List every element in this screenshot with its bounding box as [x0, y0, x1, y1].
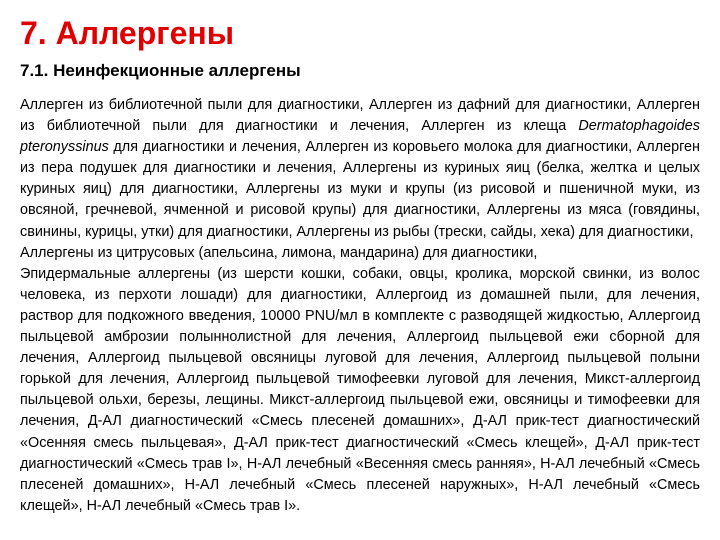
slide-title: 7. Аллергены — [20, 15, 235, 51]
paragraph-1-text-continued: для диагностики и лечения, Аллерген из коровьего молока для диагностики, Аллерген из пера подушек для диагностики и лечения, Аллергены из куриных яиц (белка, желтка и целых куриных яиц) для диагностики, Аллергены из муки и крупы (из рисовой и пшеничной муки, из овсяной, гречневой, ячменной и рисовой крупы) для диагностики, Аллергены из мяса (говядины, свинины, курицы, утки) для диагностики, Аллергены из рыбы (трески, сайды, хека) для диагностики, — [20, 139, 700, 240]
body-text — [20, 95, 700, 517]
paragraph-3: Эпидермальные аллергены (из шерсти кошки, собаки, овцы, кролика, морской свинки, из волос человека, из перхоти лошади) для диагностики, Аллергоид из домашней пыли, для лечения, раствор для подкожного введения, 10000 PNU/мл в комплекте с разводящей жидкостью, Аллергоид пыльцевой амброзии полыннолистной для лечения, Аллергоид пыльцевой ежи сборной для лечения, Аллергоид пыльцевой овсяницы луговой для лечения, Аллергоид пыльцевой полыни горькой для лечения, Аллергоид пыльцевой тимофеевки луговой для лечения, Микст-аллергоид пыльцевой ольхи, березы, лещины. Микст-аллергоид пыльцевой ежи, овсяницы и тимофеевки для лечения, Д-АЛ диагностический «Смесь плесеней домашних», Д-АЛ прик-тест диагностический «Осенняя смесь пыльцевая», Д-АЛ прик-тест диагностический «Смесь клещей», Д-АЛ прик-тест диагностический «Смесь трав I», Н-АЛ лечебный «Весенняя смесь ранняя», Н-АЛ лечебный «Смесь плесеней домашних», Н-АЛ лечебный «Смесь плесеней наружных», Н-АЛ лечебный «Смесь клещей», Н-АЛ лечебный «Смесь трав I». — [20, 265, 700, 514]
slide-subtitle: 7.1. Неинфекционные аллергены — [20, 61, 301, 80]
paragraph-1 — [20, 95, 700, 243]
species-name-italic: Dermatophagoides pteronyssinus — [20, 118, 700, 156]
paragraph-2: Аллергены из цитрусовых (апельсина, лимона, мандарина) для диагностики, — [20, 244, 538, 261]
paragraph-1-text: Аллерген из библиотечной пыли для диагностики, Аллерген из дафний для диагностики, Аллерген из библиотечной пыли для диагностики и лечения, Аллерген из клеща — [20, 97, 700, 135]
